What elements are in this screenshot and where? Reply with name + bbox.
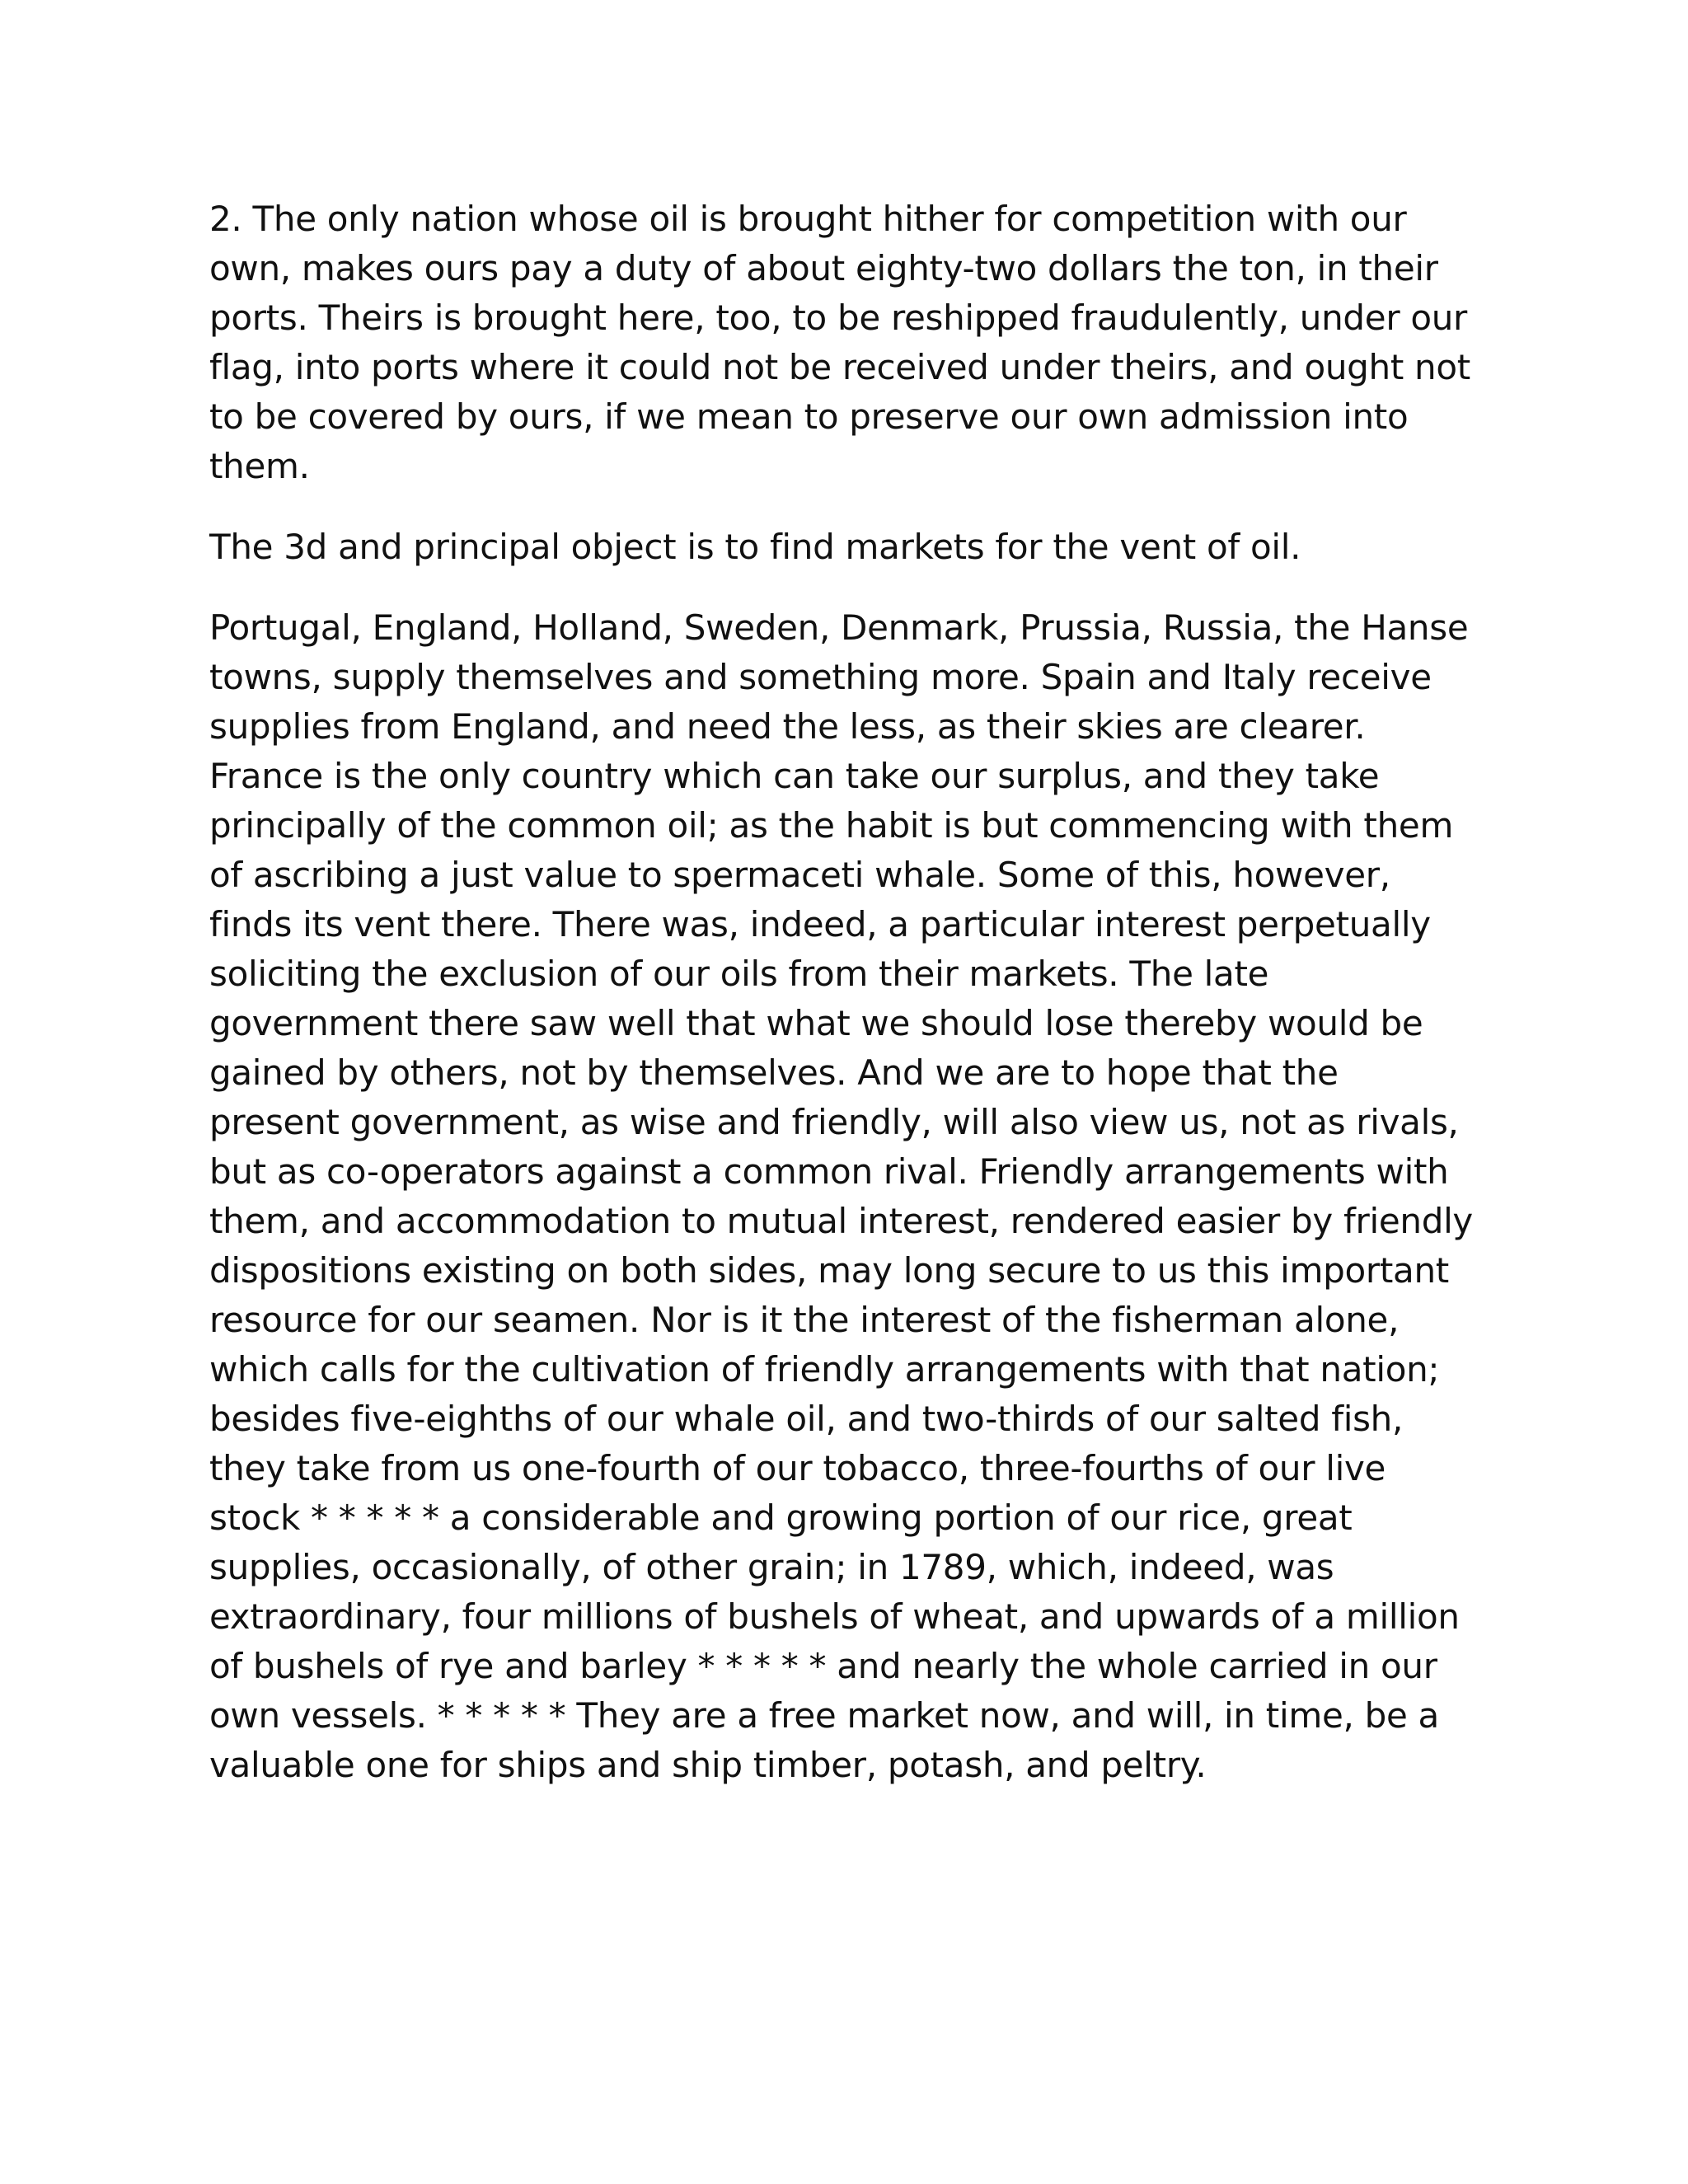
- paragraph-oil-duty: 2. The only nation whose oil is brought hither for competition with our own, makes ours pay a duty of about eighty-two dollars the ton, in their ports. Theirs is brought here, too, to be reshipped fraudulently, under our flag, into ports where it could not be received under theirs, and ought not to be covered by ours, if we mean to preserve our own admission into them.: [209, 199, 1470, 486]
- paragraph-markets: Portugal, England, Holland, Sweden, Denmark, Prussia, Russia, the Hanse towns, supply themselves and something more. Spain and Italy receive supplies from England, and need the less, as their skies are clearer. France is the only country which can take our surplus, and they take principally of the common oil; as the habit is but commencing with them of ascribing a just value to spermaceti whale. Some of this, however, finds its vent there. There was, indeed, a particular interest perpetually soliciting the exclusion of our oils from their markets. The late government there saw well that what we should lose thereby would be gained by others, not by themselves. And we are to hope that the present government, as wise and friendly, will also view us, not as rivals, but as co-operators against a common rival. Friendly arrangements with them, and accommodation to mutual interest, rendered easier by friendly dispositions existing on both sides, may long secure to us this important resource for our seamen. Nor is it the interest of the fisherman alone, which calls for the cultivation of friendly arrangements with that nation; besides five-eighths of our whale oil, and two-thirds of our salted fish, they take from us one-fourth of our tobacco, three-fourths of our live stock * * * * * a considerable and growing portion of our rice, great supplies, occasionally, of other grain; in 1789, which, indeed, was extraordinary, four millions of bushels of wheat, and upwards of a million of bushels of rye and barley * * * * * and nearly the whole carried in our own vessels. * * * * * They are a free market now, and will, in time, be a valuable one for ships and ship timber, potash, and peltry.: [209, 607, 1473, 1785]
- paragraph-principal-object: The 3d and principal object is to find markets for the vent of oil.: [209, 527, 1301, 567]
- document-body: [209, 194, 1479, 1790]
